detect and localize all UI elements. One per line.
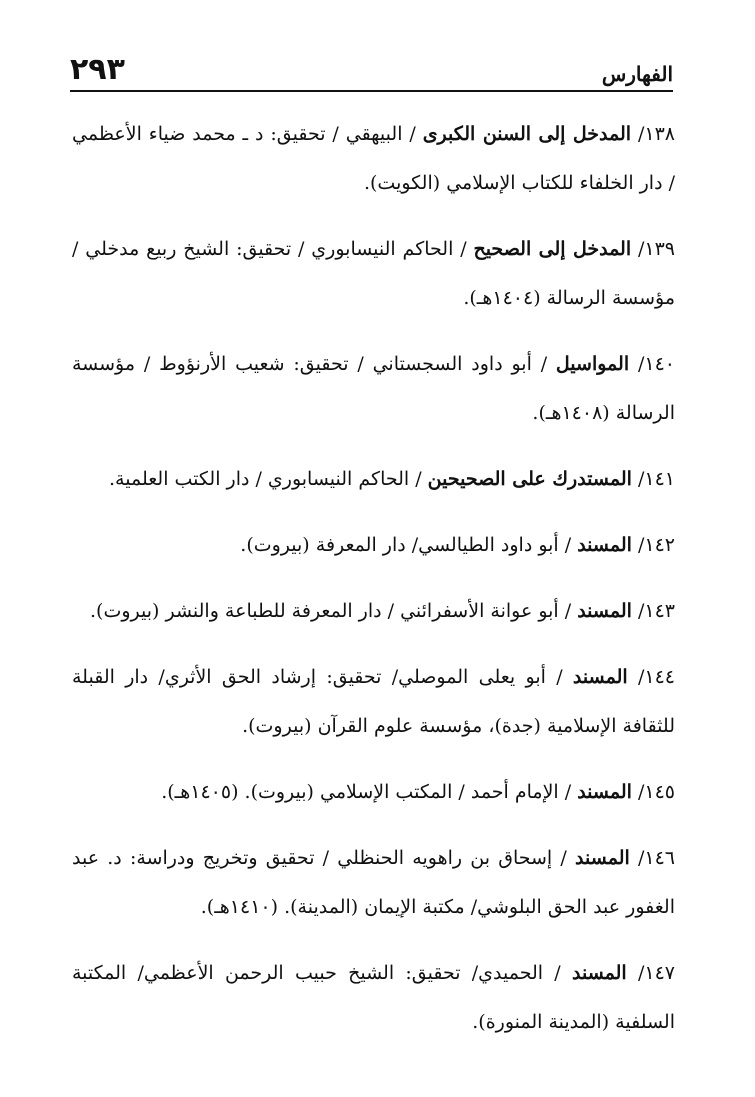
entry-number: ١٣٨/: [637, 123, 675, 145]
entry-number: ١٤٣/: [637, 600, 675, 622]
entry-number: ١٤٠/: [637, 353, 675, 375]
entry-number: ١٤٤/: [637, 666, 675, 688]
entry-details: / الحاكم النيسابوري / تحقيق: الشيخ ربيع مدخلي / مؤسسة الرسالة (١٤٠٤هـ).: [72, 238, 675, 309]
reference-entry: [72, 521, 675, 570]
entry-title: المسند: [577, 600, 632, 622]
page-header: [70, 52, 673, 92]
entry-details: / أبو عوانة الأسفرائني / دار المعرفة للطباعة والنشر (بيروت).: [90, 600, 572, 622]
entry-title: المسند: [575, 847, 630, 869]
entry-title: المسند: [577, 781, 632, 803]
reference-entry: [72, 834, 675, 932]
header-title: الفهارس: [601, 62, 673, 86]
entry-details: / أبو داود السجستاني / تحقيق: شعيب الأرنؤوط / مؤسسة الرسالة (١٤٠٨هـ).: [72, 353, 675, 424]
reference-entry: [72, 340, 675, 438]
entry-title: المدخل إلى الصحيح: [473, 238, 632, 260]
entry-details: / الإمام أحمد / المكتب الإسلامي (بيروت). (١٤٠٥هـ).: [161, 781, 572, 803]
reference-entry: [72, 455, 675, 504]
entry-details: / أبو يعلى الموصلي/ تحقيق: إرشاد الحق الأثري/ دار القبلة للثقافة الإسلامية (جدة)، مؤسسة علوم القرآن (بيروت).: [72, 666, 675, 737]
entry-number: ١٤١/: [637, 468, 675, 490]
entry-title: المدخل إلى السنن الكبرى: [422, 123, 632, 145]
reference-entry: [72, 225, 675, 323]
reference-entry: [72, 768, 675, 817]
entry-details: / إسحاق بن راهويه الحنظلي / تحقيق وتخريج ودراسة: د. عبد الغفور عبد الحق البلوشي/ مكتبة الإيمان (المدينة). (١٤١٠هـ).: [72, 847, 675, 918]
entry-number: ١٤٢/: [637, 534, 675, 556]
entry-title: المستدرك على الصحيحين: [427, 468, 632, 490]
entry-title: المسند: [577, 534, 632, 556]
entry-number: ١٣٩/: [637, 238, 675, 260]
entry-details: / الحاكم النيسابوري / دار الكتب العلمية.: [109, 468, 422, 490]
reference-entry: [72, 110, 675, 208]
entry-number: ١٤٧/: [637, 962, 675, 984]
reference-entry: [72, 949, 675, 1047]
entry-details: / أبو داود الطيالسي/ دار المعرفة (بيروت).: [240, 534, 572, 556]
entry-number: ١٤٦/: [637, 847, 676, 869]
entry-title: المواسيل: [555, 353, 630, 375]
entry-title: المسند: [571, 962, 627, 984]
entry-number: ١٤٥/: [637, 781, 675, 803]
reference-list: [72, 110, 675, 1064]
reference-entry: [72, 587, 675, 636]
header-rule: [70, 90, 673, 92]
page-number: ٢٩٣: [70, 52, 125, 87]
entry-details: / البيهقي / تحقيق: د ـ محمد ضياء الأعظمي / دار الخلفاء للكتاب الإسلامي (الكويت).: [72, 123, 675, 194]
entry-title: المسند: [572, 666, 628, 688]
reference-entry: [72, 653, 675, 751]
entry-details: / الحميدي/ تحقيق: الشيخ حبيب الرحمن الأعظمي/ المكتبة السلفية (المدينة المنورة).: [72, 962, 675, 1033]
